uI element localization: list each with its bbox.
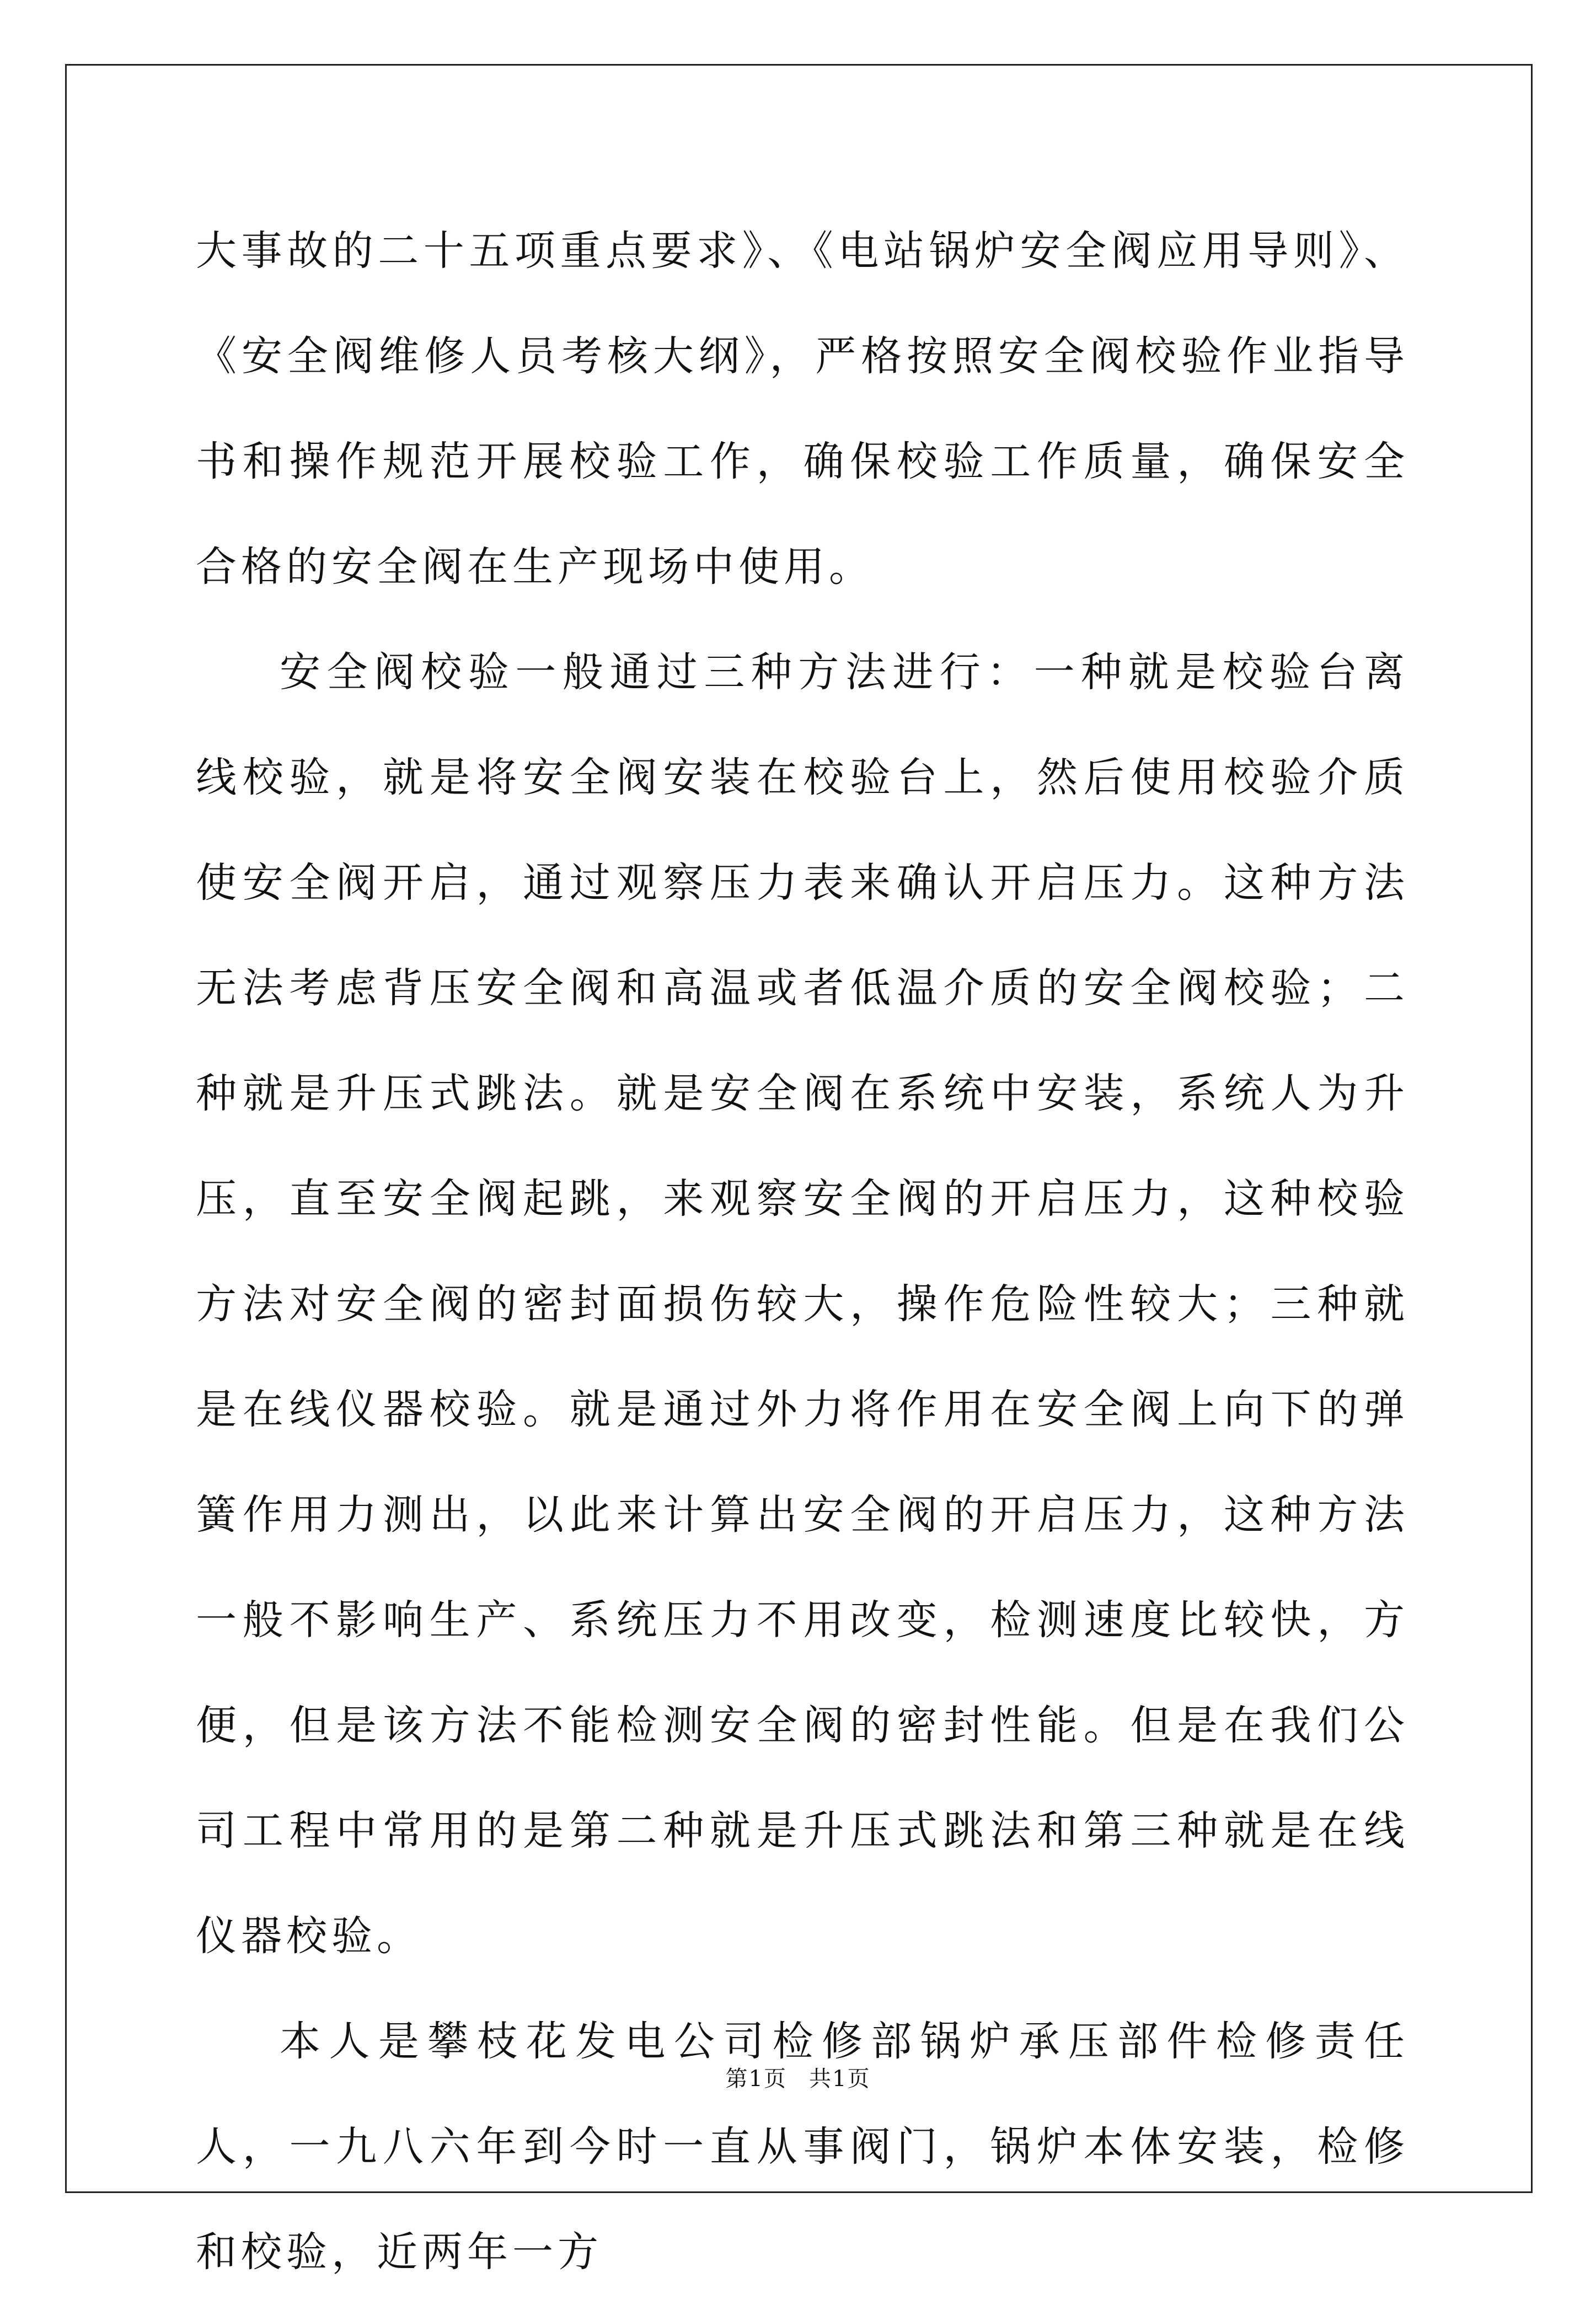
page-number: 第1页 — [725, 2066, 787, 2092]
paragraph-3: 本人是攀枝花发电公司检修部锅炉承压部件检修责任人，一九八六年到今时一直从事阀门，锅炉本体安装，检修和校验，近两年一方 — [196, 2018, 1409, 2276]
paragraph-2: 安全阀校验一般通过三种方法进行：一种就是校验台离线校验，就是将安全阀安装在校验台上，然后使用校验介质使安全阀开启，通过观察压力表来确认开启压力。这种方法无法考虑背压安全阀和高温或者低温介质的安全阀校验；二种就是升压式跳法。就是安全阀在系统中安装，系统人为升压，直至安全阀起跳，来观察安全阀的开启压力，这种校验方法对安全阀的密封面损伤较大，操作危险性较大；三种就是在线仪器校验。就是通过外力将作用在安全阀上向下的弹簧作用力测出，以此来计算出安全阀的开启压力，这种方法一般不影响生产、系统压力不用改变，检测速度比较快，方便，但是该方法不能检测安全阀的密封性能。但是在我们公司工程中常用的是第二种就是升压式跳法和第三种就是在线仪器校验。 — [196, 648, 1409, 1960]
page-footer — [0, 2062, 1596, 2095]
document-body — [196, 199, 1409, 2305]
paragraph-1: 大事故的二十五项重点要求》、《电站锅炉安全阀应用导则》、《安全阀维修人员考核大纲》，严格按照安全阀校验作业指导书和操作规范开展校验工作，确保校验工作质量，确保安全合格的安全阀在生产现场中使用。 — [196, 227, 1409, 591]
page-total: 共1页 — [809, 2066, 871, 2092]
